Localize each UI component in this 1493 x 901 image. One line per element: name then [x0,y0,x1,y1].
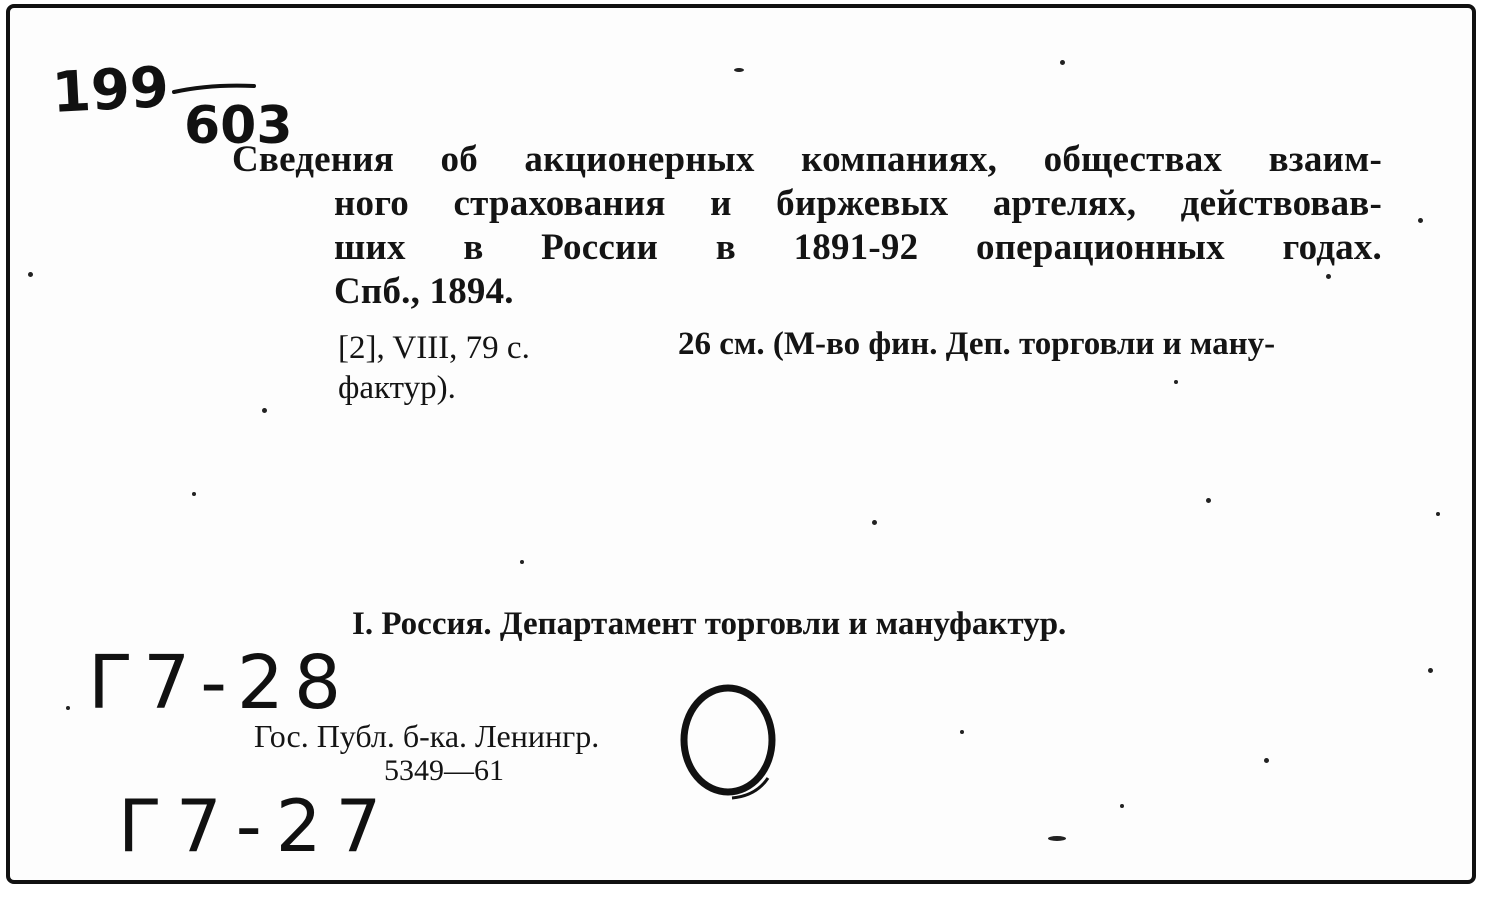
handwritten-code-1: Г7-28 [88,640,352,726]
title-line-4: Спб., 1894. [334,271,514,312]
collation-size-series: 26 см. (М-во фин. Деп. торговли и ману- [678,326,1276,362]
speck [1120,804,1124,808]
print-number: 5349—61 [384,754,504,787]
speck [520,560,524,564]
speck [262,408,267,413]
call-number-bottom: 603 [184,96,293,156]
speck [1326,274,1331,279]
fraction-bar [170,82,260,96]
speck [1206,498,1211,503]
speck [1048,836,1066,841]
speck [872,520,877,525]
collation-series-continued: фактур). [338,370,456,406]
collation-pages: [2], VIII, 79 с. [338,330,530,366]
title-line-3: ших в России в 1891-92 операционных годах. [334,227,1382,268]
handwritten-code-2: Г7-27 [118,784,396,868]
library-line: Гос. Публ. б-ка. Ленингр. [254,718,600,754]
title-line-2: ного страхования и биржевых артелях, действовав- [334,183,1382,224]
speck [1264,758,1269,763]
speck [734,68,744,72]
subject-heading: I. Россия. Департамент торговли и мануфактур. [352,606,1067,642]
speck [192,492,196,496]
speck [1428,668,1433,673]
punch-hole-icon [674,682,786,810]
speck [1060,60,1065,65]
speck [960,730,964,734]
speck [1174,380,1178,384]
call-number-top: 199 [50,54,171,127]
bibliographic-title [232,138,1382,314]
title-line-1: Сведения об акционерных компаниях, обществах взаим- [232,139,1382,180]
speck [1436,512,1440,516]
speck [1418,218,1423,223]
speck [66,706,70,710]
speck [28,272,33,277]
